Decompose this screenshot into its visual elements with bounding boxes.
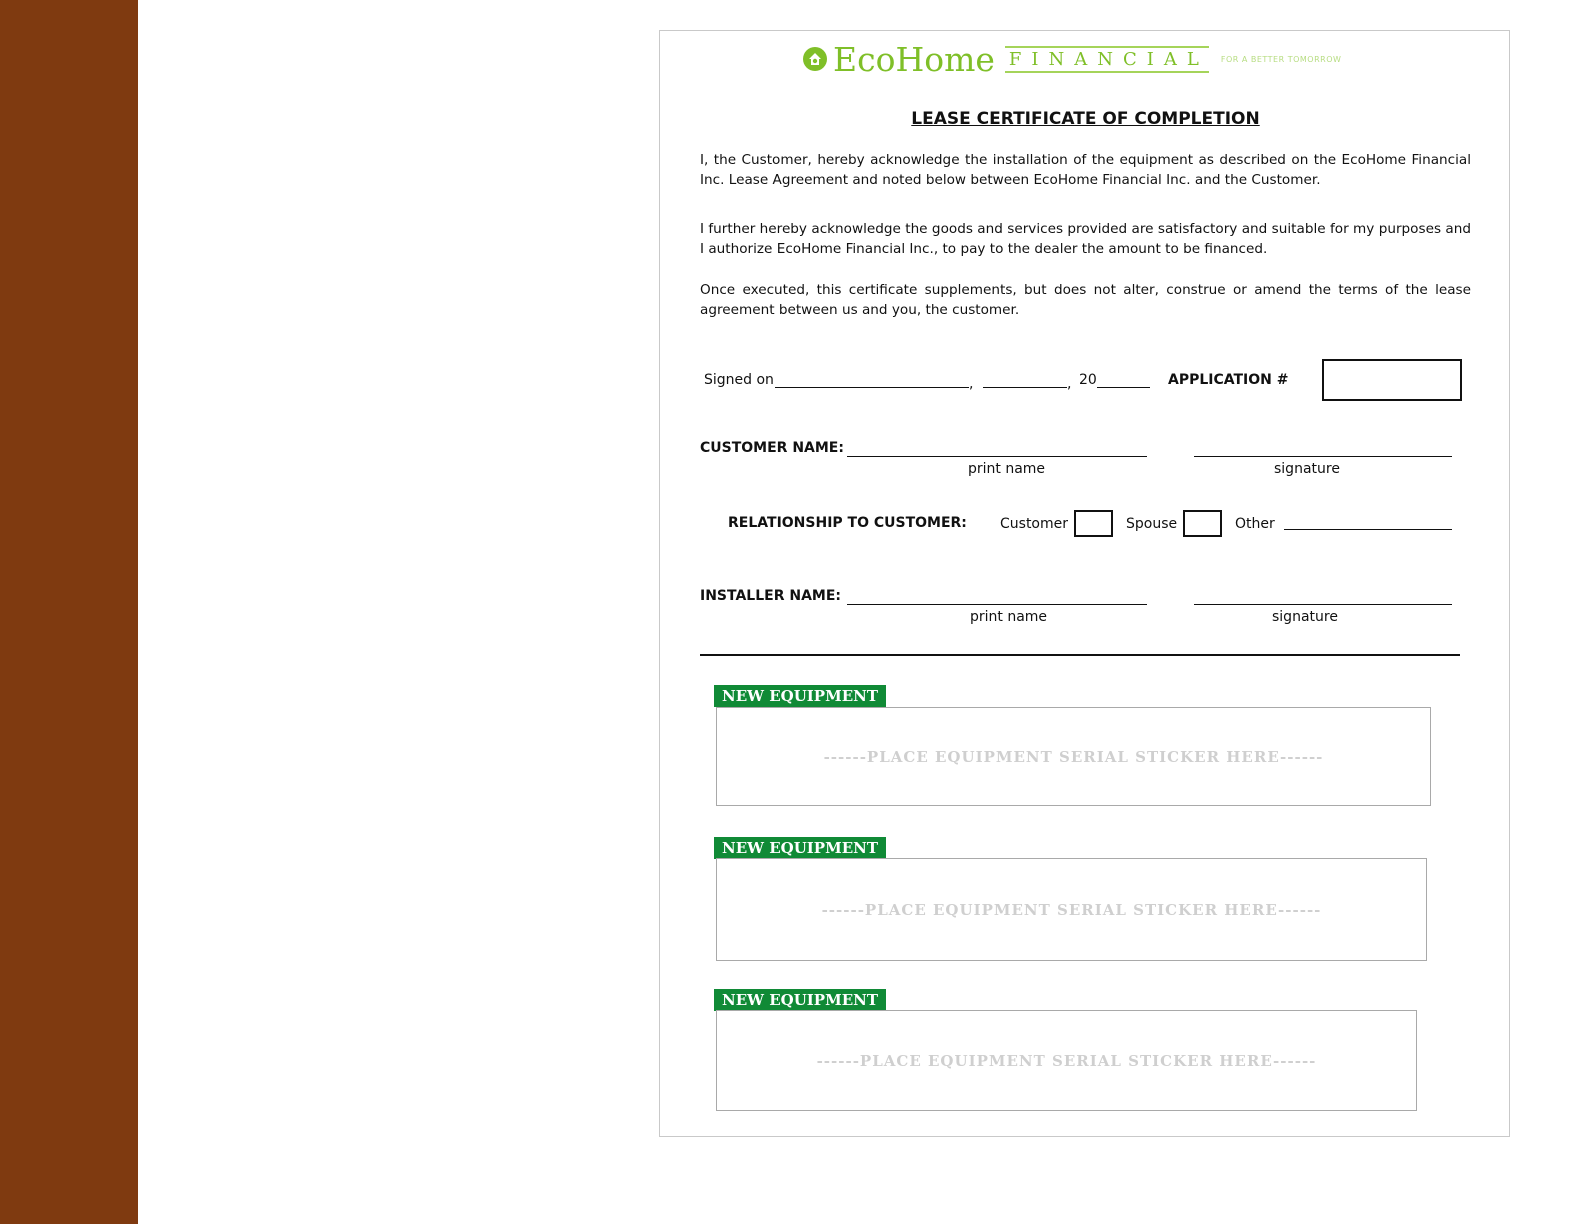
left-sidebar	[0, 0, 138, 1224]
relationship-other-line[interactable]	[1284, 529, 1452, 530]
relationship-customer-checkbox[interactable]	[1074, 510, 1113, 537]
installer-name-label: INSTALLER NAME:	[700, 588, 842, 604]
installer-print-caption: print name	[970, 609, 1048, 625]
equipment-tab-1: NEW EQUIPMENT	[714, 685, 886, 707]
signed-date-line[interactable]	[775, 387, 969, 388]
application-number-field[interactable]	[1322, 359, 1462, 401]
customer-print-caption: print name	[968, 461, 1046, 477]
installer-signature-line[interactable]	[1194, 604, 1452, 605]
ecohome-logo	[803, 41, 1341, 77]
house-leaf-icon	[803, 47, 827, 71]
paragraph-executed: Once executed, this certificate supplements, but does not alter, construe or amend the terms of the lease agreement between us and you, the customer.	[700, 282, 1471, 318]
customer-signature-caption: signature	[1274, 461, 1340, 477]
signed-day-line[interactable]	[983, 387, 1067, 388]
logo-financial: FINANCIAL	[1005, 46, 1209, 73]
logo-name: EcoHome	[833, 39, 995, 79]
installer-print-line[interactable]	[847, 604, 1147, 605]
document-page	[659, 30, 1510, 1137]
paragraph-authorize: I further hereby acknowledge the goods and services provided are satisfactory and suitable for my purposes and I authorize EcoHome Financial Inc., to pay to the dealer the amount to be financed.	[700, 221, 1471, 257]
relationship-customer-label: Customer	[1000, 516, 1069, 532]
signed-comma-2: ,	[1067, 376, 1072, 392]
relationship-other-label: Other	[1235, 516, 1275, 532]
customer-name-label: CUSTOMER NAME:	[700, 440, 844, 456]
customer-signature-line[interactable]	[1194, 456, 1452, 457]
signed-year-line[interactable]	[1097, 387, 1150, 388]
customer-print-line[interactable]	[847, 456, 1147, 457]
installer-signature-caption: signature	[1272, 609, 1338, 625]
relationship-label: RELATIONSHIP TO CUSTOMER:	[728, 515, 967, 531]
equipment-tab-2: NEW EQUIPMENT	[714, 837, 886, 859]
application-label: APPLICATION #	[1168, 372, 1289, 388]
equipment-sticker-area-2[interactable]	[716, 858, 1427, 961]
equipment-placeholder-3: ------PLACE EQUIPMENT SERIAL STICKER HERE------	[816, 1051, 1317, 1070]
section-divider	[700, 654, 1460, 656]
equipment-placeholder-1: ------PLACE EQUIPMENT SERIAL STICKER HERE------	[823, 747, 1324, 766]
equipment-sticker-area-1[interactable]	[716, 707, 1431, 806]
document-title: LEASE CERTIFICATE OF COMPLETION	[911, 109, 1260, 129]
relationship-spouse-label: Spouse	[1126, 516, 1178, 532]
relationship-spouse-checkbox[interactable]	[1183, 510, 1222, 537]
paragraph-acknowledge: I, the Customer, hereby acknowledge the installation of the equipment as described on the EcoHome Financial Inc. Lease Agreement and noted below between EcoHome Financial Inc. and the Customer.	[700, 152, 1471, 188]
signed-on-label: Signed on	[704, 372, 774, 388]
equipment-tab-3: NEW EQUIPMENT	[714, 989, 886, 1011]
equipment-sticker-area-3[interactable]	[716, 1010, 1417, 1111]
equipment-placeholder-2: ------PLACE EQUIPMENT SERIAL STICKER HERE------	[821, 900, 1322, 919]
signed-year-prefix: 20	[1079, 372, 1097, 388]
logo-tagline: FOR A BETTER TOMORROW	[1220, 54, 1342, 64]
signed-comma: ,	[969, 376, 974, 392]
